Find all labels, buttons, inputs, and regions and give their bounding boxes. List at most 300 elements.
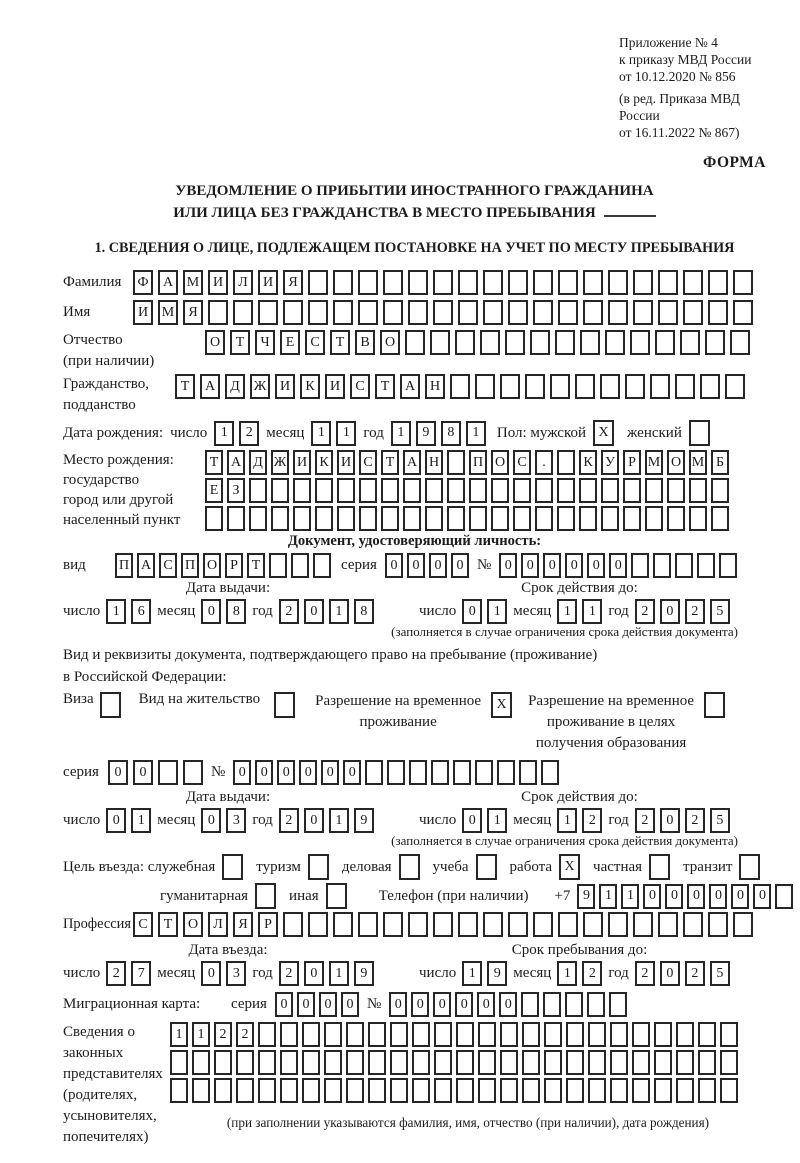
char-cell[interactable]: 0 (543, 553, 561, 578)
char-cell[interactable]: Я (233, 912, 253, 937)
char-cell[interactable]: 1 (487, 599, 507, 624)
char-cell[interactable]: Н (425, 450, 443, 475)
char-cell[interactable] (269, 553, 287, 578)
char-cell[interactable] (258, 1078, 276, 1103)
visa-checkbox[interactable] (100, 692, 121, 718)
char-cell[interactable] (588, 1050, 606, 1075)
representatives-cells-row1[interactable] (170, 1022, 766, 1047)
char-cell[interactable]: 0 (255, 760, 273, 785)
char-cell[interactable]: 9 (416, 421, 436, 446)
char-cell[interactable]: О (203, 553, 221, 578)
char-cell[interactable] (170, 1050, 188, 1075)
char-cell[interactable]: 0 (319, 992, 337, 1017)
char-cell[interactable]: 7 (131, 961, 151, 986)
char-cell[interactable]: 0 (201, 599, 221, 624)
char-cell[interactable] (720, 1050, 738, 1075)
char-cell[interactable] (491, 478, 509, 503)
char-cell[interactable] (579, 478, 597, 503)
char-cell[interactable] (302, 1050, 320, 1075)
char-cell[interactable] (533, 300, 553, 325)
char-cell[interactable] (170, 1078, 188, 1103)
char-cell[interactable] (605, 330, 625, 355)
char-cell[interactable]: 9 (354, 808, 374, 833)
identity-seriya-cells[interactable] (385, 553, 469, 578)
char-cell[interactable]: 1 (487, 808, 507, 833)
char-cell[interactable] (587, 992, 605, 1017)
identity-valid-year[interactable] (635, 599, 730, 624)
char-cell[interactable] (557, 506, 575, 531)
char-cell[interactable]: И (325, 374, 345, 399)
char-cell[interactable]: И (293, 450, 311, 475)
char-cell[interactable]: 3 (226, 961, 246, 986)
char-cell[interactable] (583, 912, 603, 937)
char-cell[interactable] (633, 270, 653, 295)
char-cell[interactable] (412, 1078, 430, 1103)
char-cell[interactable] (725, 374, 745, 399)
char-cell[interactable] (258, 1050, 276, 1075)
char-cell[interactable] (458, 270, 478, 295)
char-cell[interactable]: 1 (329, 808, 349, 833)
char-cell[interactable] (236, 1078, 254, 1103)
char-cell[interactable] (205, 506, 223, 531)
char-cell[interactable]: А (227, 450, 245, 475)
char-cell[interactable] (475, 760, 493, 785)
char-cell[interactable] (324, 1022, 342, 1047)
char-cell[interactable]: 0 (665, 884, 683, 909)
char-cell[interactable] (508, 270, 528, 295)
char-cell[interactable]: 1 (192, 1022, 210, 1047)
char-cell[interactable]: 9 (354, 961, 374, 986)
char-cell[interactable]: Т (375, 374, 395, 399)
char-cell[interactable] (358, 270, 378, 295)
char-cell[interactable] (368, 1050, 386, 1075)
char-cell[interactable] (708, 912, 728, 937)
char-cell[interactable]: 0 (343, 760, 361, 785)
char-cell[interactable] (280, 1078, 298, 1103)
char-cell[interactable] (676, 1050, 694, 1075)
char-cell[interactable] (519, 760, 537, 785)
char-cell[interactable]: 0 (753, 884, 771, 909)
char-cell[interactable] (608, 270, 628, 295)
char-cell[interactable] (632, 1022, 650, 1047)
char-cell[interactable] (630, 330, 650, 355)
char-cell[interactable]: 5 (710, 808, 730, 833)
char-cell[interactable] (258, 1022, 276, 1047)
char-cell[interactable]: И (208, 270, 228, 295)
char-cell[interactable] (359, 506, 377, 531)
char-cell[interactable]: 2 (582, 808, 602, 833)
temp-residence-checkbox[interactable]: X (491, 692, 512, 718)
char-cell[interactable] (633, 300, 653, 325)
char-cell[interactable] (383, 912, 403, 937)
char-cell[interactable] (631, 553, 649, 578)
surname-cells[interactable] (133, 270, 753, 295)
char-cell[interactable]: 0 (731, 884, 749, 909)
char-cell[interactable] (583, 300, 603, 325)
char-cell[interactable] (543, 992, 561, 1017)
char-cell[interactable] (658, 300, 678, 325)
char-cell[interactable] (535, 478, 553, 503)
char-cell[interactable] (469, 506, 487, 531)
char-cell[interactable]: З (227, 478, 245, 503)
char-cell[interactable] (308, 270, 328, 295)
char-cell[interactable]: 2 (635, 599, 655, 624)
char-cell[interactable]: 0 (106, 808, 126, 833)
char-cell[interactable]: Е (280, 330, 300, 355)
char-cell[interactable]: Т (381, 450, 399, 475)
char-cell[interactable] (650, 374, 670, 399)
char-cell[interactable] (601, 478, 619, 503)
char-cell[interactable]: 0 (233, 760, 251, 785)
char-cell[interactable]: 0 (687, 884, 705, 909)
citizenship-cells[interactable] (175, 374, 745, 399)
char-cell[interactable] (192, 1078, 210, 1103)
char-cell[interactable] (478, 1022, 496, 1047)
char-cell[interactable]: 2 (685, 961, 705, 986)
char-cell[interactable]: 0 (299, 760, 317, 785)
char-cell[interactable] (632, 1050, 650, 1075)
char-cell[interactable] (610, 1022, 628, 1047)
char-cell[interactable] (433, 912, 453, 937)
char-cell[interactable]: 0 (389, 992, 407, 1017)
char-cell[interactable]: 0 (275, 992, 293, 1017)
char-cell[interactable]: 1 (462, 961, 482, 986)
char-cell[interactable]: П (469, 450, 487, 475)
char-cell[interactable] (430, 330, 450, 355)
char-cell[interactable] (522, 1050, 540, 1075)
char-cell[interactable] (358, 300, 378, 325)
char-cell[interactable]: 0 (451, 553, 469, 578)
char-cell[interactable] (293, 506, 311, 531)
residence-issue-year[interactable] (279, 808, 374, 833)
entry-date-month[interactable] (201, 961, 246, 986)
char-cell[interactable] (533, 270, 553, 295)
char-cell[interactable] (456, 1078, 474, 1103)
char-cell[interactable]: 0 (304, 599, 324, 624)
patronymic-cells[interactable] (205, 330, 750, 355)
char-cell[interactable] (387, 760, 405, 785)
char-cell[interactable]: Р (225, 553, 243, 578)
char-cell[interactable]: 3 (226, 808, 246, 833)
char-cell[interactable] (667, 506, 685, 531)
char-cell[interactable] (412, 1022, 430, 1047)
char-cell[interactable] (654, 1050, 672, 1075)
char-cell[interactable]: . (535, 450, 553, 475)
char-cell[interactable] (733, 270, 753, 295)
char-cell[interactable]: 0 (499, 992, 517, 1017)
char-cell[interactable] (408, 270, 428, 295)
char-cell[interactable] (434, 1078, 452, 1103)
char-cell[interactable] (390, 1078, 408, 1103)
char-cell[interactable] (158, 760, 178, 785)
char-cell[interactable] (458, 300, 478, 325)
char-cell[interactable] (558, 300, 578, 325)
char-cell[interactable]: 9 (577, 884, 595, 909)
char-cell[interactable]: Н (425, 374, 445, 399)
char-cell[interactable] (458, 912, 478, 937)
char-cell[interactable]: 1 (466, 421, 486, 446)
char-cell[interactable] (283, 912, 303, 937)
char-cell[interactable] (500, 374, 520, 399)
char-cell[interactable]: 0 (297, 992, 315, 1017)
char-cell[interactable]: В (355, 330, 375, 355)
char-cell[interactable] (521, 992, 539, 1017)
char-cell[interactable] (719, 553, 737, 578)
purpose-tranzit-checkbox[interactable] (739, 854, 760, 880)
char-cell[interactable]: 0 (609, 553, 627, 578)
char-cell[interactable] (478, 1050, 496, 1075)
char-cell[interactable] (583, 270, 603, 295)
char-cell[interactable] (676, 1022, 694, 1047)
migration-seriya-cells[interactable] (275, 992, 359, 1017)
char-cell[interactable] (291, 553, 309, 578)
char-cell[interactable] (609, 992, 627, 1017)
char-cell[interactable]: 0 (321, 760, 339, 785)
given-name-cells[interactable] (133, 300, 753, 325)
char-cell[interactable] (588, 1022, 606, 1047)
char-cell[interactable] (497, 760, 515, 785)
char-cell[interactable]: 0 (660, 961, 680, 986)
char-cell[interactable] (654, 1078, 672, 1103)
purpose-rabota-checkbox[interactable]: X (559, 854, 580, 880)
char-cell[interactable]: П (115, 553, 133, 578)
char-cell[interactable] (645, 478, 663, 503)
female-checkbox[interactable] (689, 420, 710, 446)
char-cell[interactable]: 1 (557, 961, 577, 986)
char-cell[interactable]: 1 (599, 884, 617, 909)
char-cell[interactable] (533, 912, 553, 937)
char-cell[interactable] (708, 270, 728, 295)
residence-valid-month[interactable] (557, 808, 602, 833)
char-cell[interactable]: 0 (304, 808, 324, 833)
char-cell[interactable] (667, 478, 685, 503)
identity-issue-year[interactable] (279, 599, 374, 624)
temp-residence-edu-checkbox[interactable] (704, 692, 725, 718)
residence-seriya-cells[interactable] (108, 760, 203, 785)
char-cell[interactable] (544, 1078, 562, 1103)
char-cell[interactable] (302, 1022, 320, 1047)
char-cell[interactable] (271, 506, 289, 531)
birth-place-cells-row3[interactable] (205, 506, 729, 531)
char-cell[interactable] (610, 1050, 628, 1075)
char-cell[interactable]: 0 (201, 961, 221, 986)
char-cell[interactable]: 8 (441, 421, 461, 446)
char-cell[interactable]: 1 (311, 421, 331, 446)
char-cell[interactable]: Б (711, 450, 729, 475)
char-cell[interactable] (450, 374, 470, 399)
char-cell[interactable] (530, 330, 550, 355)
char-cell[interactable]: 1 (557, 808, 577, 833)
purpose-sluzhebnaya-checkbox[interactable] (222, 854, 243, 880)
char-cell[interactable] (434, 1022, 452, 1047)
char-cell[interactable] (733, 912, 753, 937)
char-cell[interactable] (566, 1050, 584, 1075)
entry-date-day[interactable] (106, 961, 151, 986)
char-cell[interactable] (683, 270, 703, 295)
char-cell[interactable]: 1 (621, 884, 639, 909)
char-cell[interactable] (720, 1022, 738, 1047)
char-cell[interactable] (608, 300, 628, 325)
profession-cells[interactable] (133, 912, 753, 937)
char-cell[interactable] (478, 1078, 496, 1103)
char-cell[interactable] (541, 760, 559, 785)
char-cell[interactable] (368, 1022, 386, 1047)
char-cell[interactable] (505, 330, 525, 355)
char-cell[interactable]: 0 (643, 884, 661, 909)
char-cell[interactable]: 5 (710, 961, 730, 986)
entry-date-year[interactable] (279, 961, 374, 986)
char-cell[interactable]: С (350, 374, 370, 399)
char-cell[interactable]: 0 (455, 992, 473, 1017)
char-cell[interactable] (491, 506, 509, 531)
char-cell[interactable] (337, 478, 355, 503)
char-cell[interactable]: 0 (462, 808, 482, 833)
char-cell[interactable]: А (400, 374, 420, 399)
char-cell[interactable] (698, 1078, 716, 1103)
char-cell[interactable]: 2 (279, 961, 299, 986)
char-cell[interactable] (655, 330, 675, 355)
identity-nomer-cells[interactable] (499, 553, 737, 578)
char-cell[interactable]: А (200, 374, 220, 399)
char-cell[interactable]: 0 (133, 760, 153, 785)
char-cell[interactable]: А (403, 450, 421, 475)
char-cell[interactable] (302, 1078, 320, 1103)
representatives-cells-row2[interactable] (170, 1050, 766, 1075)
char-cell[interactable] (480, 330, 500, 355)
char-cell[interactable] (535, 506, 553, 531)
char-cell[interactable]: 0 (429, 553, 447, 578)
char-cell[interactable] (708, 300, 728, 325)
char-cell[interactable]: К (315, 450, 333, 475)
char-cell[interactable]: С (159, 553, 177, 578)
char-cell[interactable] (233, 300, 253, 325)
char-cell[interactable] (403, 478, 421, 503)
char-cell[interactable] (214, 1050, 232, 1075)
char-cell[interactable] (711, 478, 729, 503)
char-cell[interactable]: Л (233, 270, 253, 295)
char-cell[interactable]: Я (183, 300, 203, 325)
char-cell[interactable]: 2 (685, 599, 705, 624)
char-cell[interactable] (249, 478, 267, 503)
char-cell[interactable] (500, 1050, 518, 1075)
char-cell[interactable] (775, 884, 793, 909)
char-cell[interactable] (566, 1078, 584, 1103)
char-cell[interactable] (258, 300, 278, 325)
char-cell[interactable]: 2 (635, 961, 655, 986)
purpose-turizm-checkbox[interactable] (308, 854, 329, 880)
char-cell[interactable]: 5 (710, 599, 730, 624)
char-cell[interactable]: 1 (582, 599, 602, 624)
char-cell[interactable] (600, 374, 620, 399)
char-cell[interactable] (483, 300, 503, 325)
char-cell[interactable] (483, 270, 503, 295)
char-cell[interactable]: 0 (304, 961, 324, 986)
char-cell[interactable]: 1 (329, 599, 349, 624)
residence-permit-checkbox[interactable] (274, 692, 295, 718)
char-cell[interactable] (293, 478, 311, 503)
char-cell[interactable] (381, 506, 399, 531)
char-cell[interactable]: 0 (433, 992, 451, 1017)
birth-month-cells[interactable] (311, 421, 356, 446)
char-cell[interactable] (368, 1078, 386, 1103)
char-cell[interactable] (469, 478, 487, 503)
char-cell[interactable] (403, 506, 421, 531)
char-cell[interactable] (579, 506, 597, 531)
char-cell[interactable] (214, 1078, 232, 1103)
char-cell[interactable]: Ж (250, 374, 270, 399)
char-cell[interactable] (405, 330, 425, 355)
char-cell[interactable] (324, 1050, 342, 1075)
residence-valid-year[interactable] (635, 808, 730, 833)
char-cell[interactable]: 0 (277, 760, 295, 785)
char-cell[interactable] (333, 300, 353, 325)
char-cell[interactable] (632, 1078, 650, 1103)
char-cell[interactable] (346, 1078, 364, 1103)
char-cell[interactable]: М (645, 450, 663, 475)
residence-nomer-cells[interactable] (233, 760, 559, 785)
char-cell[interactable]: Т (175, 374, 195, 399)
char-cell[interactable]: У (601, 450, 619, 475)
char-cell[interactable]: И (133, 300, 153, 325)
char-cell[interactable]: 2 (236, 1022, 254, 1047)
char-cell[interactable]: 2 (685, 808, 705, 833)
char-cell[interactable]: 1 (557, 599, 577, 624)
char-cell[interactable]: К (579, 450, 597, 475)
char-cell[interactable]: Л (208, 912, 228, 937)
char-cell[interactable]: 2 (239, 421, 259, 446)
char-cell[interactable] (447, 478, 465, 503)
char-cell[interactable]: 2 (106, 961, 126, 986)
char-cell[interactable]: М (183, 270, 203, 295)
identity-issue-day[interactable] (106, 599, 151, 624)
char-cell[interactable]: 1 (214, 421, 234, 446)
char-cell[interactable] (580, 330, 600, 355)
char-cell[interactable] (705, 330, 725, 355)
char-cell[interactable]: 2 (582, 961, 602, 986)
char-cell[interactable]: 0 (108, 760, 128, 785)
char-cell[interactable]: 1 (106, 599, 126, 624)
char-cell[interactable]: 1 (336, 421, 356, 446)
purpose-inaya-checkbox[interactable] (326, 883, 347, 909)
char-cell[interactable] (555, 330, 575, 355)
char-cell[interactable]: 2 (635, 808, 655, 833)
char-cell[interactable] (700, 374, 720, 399)
char-cell[interactable]: 0 (521, 553, 539, 578)
char-cell[interactable]: Ж (271, 450, 289, 475)
char-cell[interactable] (447, 506, 465, 531)
char-cell[interactable] (565, 992, 583, 1017)
purpose-gumanitarnaya-checkbox[interactable] (255, 883, 276, 909)
identity-issue-month[interactable] (201, 599, 246, 624)
char-cell[interactable] (558, 270, 578, 295)
char-cell[interactable] (676, 1078, 694, 1103)
stay-until-year[interactable] (635, 961, 730, 986)
char-cell[interactable] (433, 270, 453, 295)
char-cell[interactable]: 0 (587, 553, 605, 578)
char-cell[interactable] (522, 1022, 540, 1047)
char-cell[interactable]: 0 (499, 553, 517, 578)
char-cell[interactable] (720, 1078, 738, 1103)
char-cell[interactable]: О (380, 330, 400, 355)
char-cell[interactable] (308, 912, 328, 937)
char-cell[interactable] (513, 506, 531, 531)
char-cell[interactable] (544, 1022, 562, 1047)
char-cell[interactable] (337, 506, 355, 531)
char-cell[interactable] (475, 374, 495, 399)
char-cell[interactable]: 1 (391, 421, 411, 446)
char-cell[interactable] (675, 553, 693, 578)
char-cell[interactable]: 0 (565, 553, 583, 578)
